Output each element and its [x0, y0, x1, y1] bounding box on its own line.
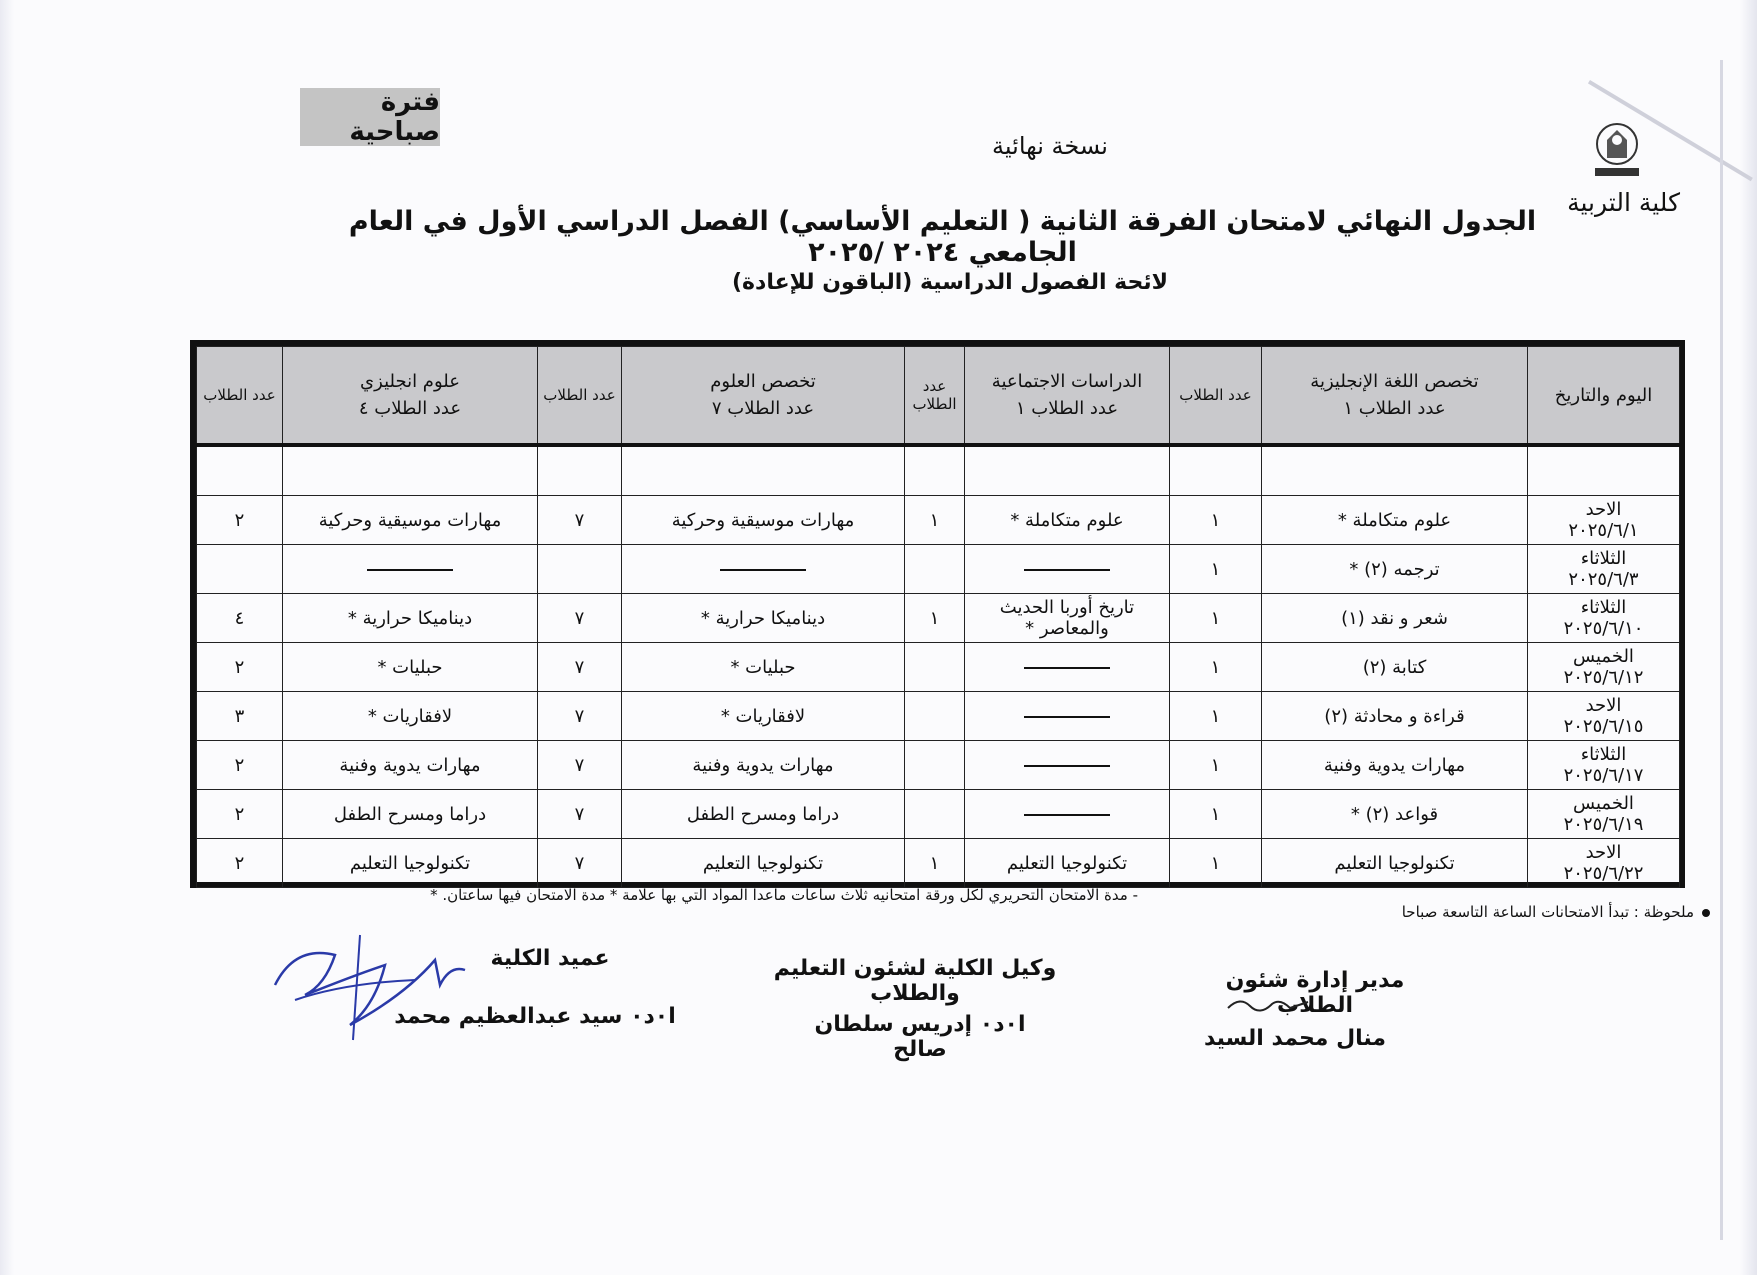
english-count-cell: ١ — [1170, 496, 1262, 545]
empty-dash — [1024, 716, 1110, 718]
social-cell: تكنولوجيا التعليم — [965, 839, 1170, 888]
table-row — [197, 643, 1680, 692]
english-cell: مهارات يدوية وفنية — [1262, 741, 1528, 790]
day-name: الثلاثاء — [1580, 597, 1627, 618]
science-cell: مهارات موسيقية وحركية — [622, 496, 905, 545]
table-row — [197, 692, 1680, 741]
sci-eng-cell: لافقاريات * — [283, 692, 538, 741]
table-row — [197, 594, 1680, 643]
handwritten-initial-mark — [1220, 990, 1320, 1018]
header-day-date: اليوم والتاريخ — [1528, 347, 1680, 446]
exam-date: ٢٠٢٥/٦/٢٢ — [1563, 863, 1644, 884]
science-count-cell: ٧ — [538, 741, 622, 790]
science-cell: ديناميكا حرارية * — [622, 594, 905, 643]
sci-eng-count-cell — [197, 545, 283, 594]
social-count-cell: ١ — [905, 594, 965, 643]
science-cell: مهارات يدوية وفنية — [622, 741, 905, 790]
version-label: نسخة نهائية — [992, 132, 1108, 160]
exam-date: ٢٠٢٥/٦/١٠ — [1563, 618, 1644, 639]
day-name: الاحد — [1585, 842, 1622, 863]
social-count-cell — [905, 545, 965, 594]
dean-title: عميد الكلية — [490, 946, 610, 971]
english-cell: قراءة و محادثة (٢) — [1262, 692, 1528, 741]
social-cell-empty — [965, 643, 1170, 692]
day-name: الاحد — [1585, 499, 1622, 520]
english-cell: شعر و نقد (١) — [1262, 594, 1528, 643]
header-sci-eng-count: عدد الطلاب — [197, 347, 283, 446]
social-count-cell: ١ — [905, 496, 965, 545]
sci-eng-cell: تكنولوجيا التعليم — [283, 839, 538, 888]
day-name: الثلاثاء — [1580, 548, 1627, 569]
day-name: الثلاثاء — [1580, 744, 1627, 765]
english-cell: قواعد (٢) * — [1262, 790, 1528, 839]
empty-dash — [1024, 667, 1110, 669]
header-sci-eng: علوم انجليزي عدد الطلاب ٤ — [283, 347, 538, 446]
science-count-cell: ٧ — [538, 496, 622, 545]
affairs-manager-title: مدير إدارة شئون الطلاب — [1225, 968, 1405, 1018]
social-cell: تاريخ أوربا الحديث والمعاصر * — [965, 594, 1170, 643]
date-cell — [1528, 496, 1680, 545]
science-count-cell: ٧ — [538, 790, 622, 839]
english-cell: ترجمه (٢) * — [1262, 545, 1528, 594]
duration-note: - مدة الامتحان التحريري لكل ورقة امتحانيه ثلاث ساعات ماعدا المواد التي بها علامة * مدة الامتحان فيها ساعتان. * — [430, 886, 1138, 904]
day-name: الاحد — [1585, 695, 1622, 716]
english-count-cell: ١ — [1170, 741, 1262, 790]
english-count-cell: ١ — [1170, 692, 1262, 741]
science-cell: تكنولوجيا التعليم — [622, 839, 905, 888]
affairs-manager-name: منال محمد السيد — [1203, 1026, 1387, 1051]
date-cell — [1528, 643, 1680, 692]
date-cell — [1528, 839, 1680, 888]
university-logo-icon — [1585, 118, 1649, 182]
table-row — [197, 496, 1680, 545]
empty-dash — [1024, 765, 1110, 767]
table-row — [197, 741, 1680, 790]
date-cell — [1528, 741, 1680, 790]
dean-signature — [265, 925, 480, 1045]
dean-name: ا٠د٠ سيد عبدالعظيم محمد — [394, 1004, 676, 1029]
faculty-name: كلية التربية — [1567, 188, 1680, 217]
sci-eng-cell: مهارات موسيقية وحركية — [283, 496, 538, 545]
exam-date: ٢٠٢٥/٦/١٥ — [1563, 716, 1644, 737]
science-cell-empty — [622, 545, 905, 594]
empty-dash — [1024, 814, 1110, 816]
empty-dash — [1024, 569, 1110, 571]
date-cell — [1528, 692, 1680, 741]
schedule-table-frame — [190, 340, 1685, 888]
english-cell: تكنولوجيا التعليم — [1262, 839, 1528, 888]
social-count-cell — [905, 790, 965, 839]
social-cell-empty — [965, 545, 1170, 594]
sci-eng-count-cell: ٢ — [197, 790, 283, 839]
english-count-cell: ١ — [1170, 545, 1262, 594]
social-cell: علوم متكاملة * — [965, 496, 1170, 545]
exam-date: ٢٠٢٥/٦/١٩ — [1563, 814, 1644, 835]
english-count-cell: ١ — [1170, 643, 1262, 692]
header-science-count: عدد الطلاب — [538, 347, 622, 446]
table-row — [197, 839, 1680, 888]
day-name: الخميس — [1573, 793, 1634, 814]
social-cell-empty — [965, 741, 1170, 790]
social-count-cell — [905, 741, 965, 790]
paper-edge-line — [1720, 60, 1723, 1240]
science-cell: دراما ومسرح الطفل — [622, 790, 905, 839]
science-count-cell: ٧ — [538, 594, 622, 643]
exam-date: ٢٠٢٥/٦/١ — [1568, 520, 1639, 541]
exam-schedule-table — [196, 346, 1680, 888]
sci-eng-cell-empty — [283, 545, 538, 594]
social-cell-empty — [965, 790, 1170, 839]
header-english-count: عدد الطلاب — [1170, 347, 1262, 446]
sci-eng-count-cell: ٢ — [197, 643, 283, 692]
header-social: الدراسات الاجتماعية عدد الطلاب ١ — [965, 347, 1170, 446]
exam-date: ٢٠٢٥/٦/٣ — [1568, 569, 1639, 590]
empty-dash — [720, 569, 806, 571]
sci-eng-count-cell: ٤ — [197, 594, 283, 643]
period-label: فترة صباحية — [300, 88, 440, 146]
page-title: الجدول النهائي لامتحان الفرقة الثانية ( التعليم الأساسي) الفصل الدراسي الأول في العام الجامعي ٢٠٢٤ /٢٠٢٥ — [348, 206, 1537, 268]
sci-eng-count-cell: ٢ — [197, 839, 283, 888]
social-cell-empty — [965, 692, 1170, 741]
exam-date: ٢٠٢٥/٦/١٧ — [1563, 765, 1644, 786]
page-subtitle: لائحة الفصول الدراسية (الباقون للإعادة) — [731, 270, 1168, 295]
empty-dash — [367, 569, 453, 571]
date-cell — [1528, 594, 1680, 643]
bullet-icon — [1702, 909, 1710, 917]
start-time-note: ملحوظة : تبدأ الامتحانات الساعة التاسعة صباحا — [1150, 903, 1710, 921]
sci-eng-count-cell: ٣ — [197, 692, 283, 741]
sci-eng-cell: ديناميكا حرارية * — [283, 594, 538, 643]
science-count-cell: ٧ — [538, 839, 622, 888]
table-row — [197, 545, 1680, 594]
science-count-cell — [538, 545, 622, 594]
social-count-cell — [905, 643, 965, 692]
science-count-cell: ٧ — [538, 692, 622, 741]
sci-eng-cell: دراما ومسرح الطفل — [283, 790, 538, 839]
sci-eng-count-cell: ٢ — [197, 496, 283, 545]
table-header-row — [197, 347, 1680, 446]
social-count-cell — [905, 692, 965, 741]
english-cell: علوم متكاملة * — [1262, 496, 1528, 545]
science-count-cell: ٧ — [538, 643, 622, 692]
sci-eng-cell: مهارات يدوية وفنية — [283, 741, 538, 790]
social-count-cell: ١ — [905, 839, 965, 888]
exam-date: ٢٠٢٥/٦/١٢ — [1563, 667, 1644, 688]
science-cell: لافقاريات * — [622, 692, 905, 741]
header-english: تخصص اللغة الإنجليزية عدد الطلاب ١ — [1262, 347, 1528, 446]
english-count-cell: ١ — [1170, 594, 1262, 643]
sci-eng-cell: حبليات * — [283, 643, 538, 692]
day-name: الخميس — [1573, 646, 1634, 667]
english-count-cell: ١ — [1170, 790, 1262, 839]
english-count-cell: ١ — [1170, 839, 1262, 888]
science-cell: حبليات * — [622, 643, 905, 692]
sci-eng-count-cell: ٢ — [197, 741, 283, 790]
vice-dean-title: وكيل الكلية لشئون التعليم والطلاب — [773, 956, 1057, 1006]
table-row — [197, 790, 1680, 839]
english-cell: كتابة (٢) — [1262, 643, 1528, 692]
header-science: تخصص العلوم عدد الطلاب ٧ — [622, 347, 905, 446]
vice-dean-name: ا٠د٠ إدريس سلطان صالح — [814, 1012, 1026, 1062]
header-social-count: عدد الطلاب — [905, 347, 965, 446]
date-cell — [1528, 545, 1680, 594]
date-cell — [1528, 790, 1680, 839]
table-spacer-row — [197, 445, 1680, 496]
